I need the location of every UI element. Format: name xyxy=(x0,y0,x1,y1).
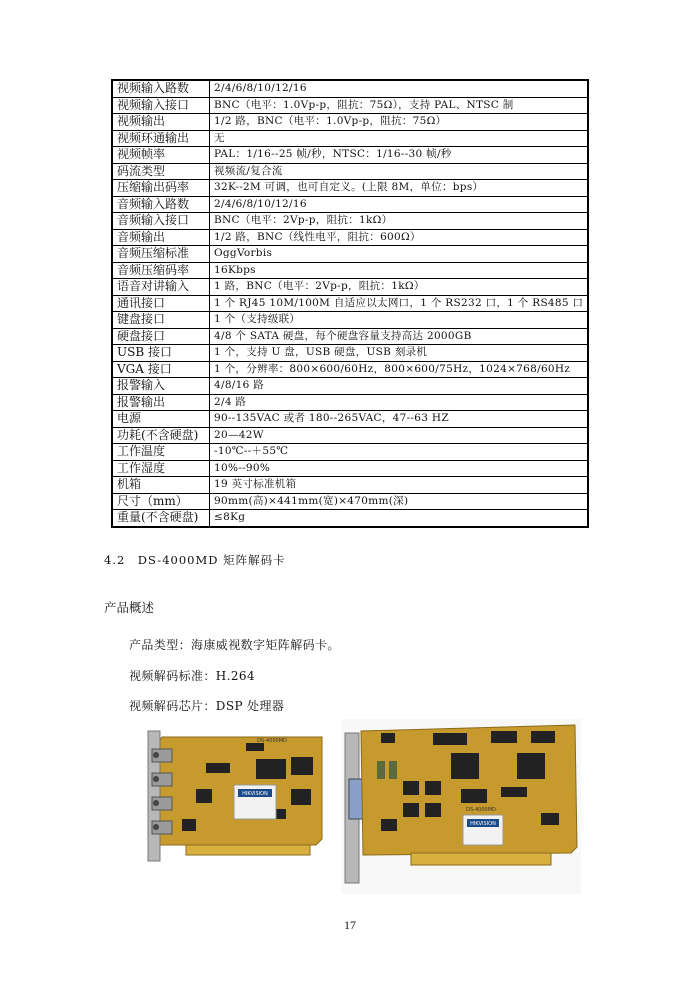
right-board-label: DS-4000MD xyxy=(466,807,496,813)
spec-label: 键盘接口 xyxy=(112,312,210,329)
spec-value: PAL：1/16--25 帧/秒，NTSC：1/16--30 帧/秒 xyxy=(210,147,589,164)
spec-row xyxy=(112,114,588,131)
spec-value: 2/4/6/8/10/12/16 xyxy=(210,196,589,213)
spec-value: -10℃--＋55℃ xyxy=(210,444,589,461)
spec-label: 视频环通输出 xyxy=(112,130,210,147)
spec-label: 音频输入路数 xyxy=(112,196,210,213)
spec-value: 视频流/复合流 xyxy=(210,163,589,180)
spec-value: 19 英寸标准机箱 xyxy=(210,477,589,494)
spec-row xyxy=(112,444,588,461)
spec-row xyxy=(112,180,588,197)
spec-row xyxy=(112,295,588,312)
spec-value: 4/8 个 SATA 硬盘，每个硬盘容量支持高达 2000GB xyxy=(210,328,589,345)
spec-value: 10%--90% xyxy=(210,460,589,477)
spec-value: 1/2 路，BNC（线性电平，阻抗：600Ω） xyxy=(210,229,589,246)
spec-label: 机箱 xyxy=(112,477,210,494)
spec-row xyxy=(112,477,588,494)
decoder-card-photo-left xyxy=(146,729,328,867)
spec-row xyxy=(112,378,588,395)
spec-row xyxy=(112,246,588,263)
spec-label: 工作湿度 xyxy=(112,460,210,477)
spec-label: 功耗(不含硬盘) xyxy=(112,427,210,444)
spec-table xyxy=(111,79,589,528)
spec-value: 20—42W xyxy=(210,427,589,444)
spec-row xyxy=(112,345,588,362)
spec-label: 视频输出 xyxy=(112,114,210,131)
spec-value: 16Kbps xyxy=(210,262,589,279)
spec-label: 语音对讲输入 xyxy=(112,279,210,296)
section-heading: 4.2 DS-4000MD 矩阵解码卡 xyxy=(104,553,286,567)
decode-standard-line: 视频解码标准：H.264 xyxy=(129,669,255,683)
spec-row xyxy=(112,147,588,164)
spec-value: BNC（电平：1.0Vp-p，阻抗：75Ω），支持 PAL、NTSC 制 xyxy=(210,97,589,114)
spec-value: 1/2 路，BNC（电平：1.0Vp-p，阻抗：75Ω） xyxy=(210,114,589,131)
spec-row xyxy=(112,163,588,180)
spec-label: 硬盘接口 xyxy=(112,328,210,345)
spec-row xyxy=(112,328,588,345)
spec-row xyxy=(112,361,588,378)
spec-label: 报警输入 xyxy=(112,378,210,395)
spec-value: OggVorbis xyxy=(210,246,589,263)
spec-label: 音频输出 xyxy=(112,229,210,246)
spec-row xyxy=(112,460,588,477)
spec-row xyxy=(112,411,588,428)
spec-value: 32K--2M 可调，也可自定义。(上限 8M，单位：bps） xyxy=(210,180,589,197)
spec-label: 音频输入接口 xyxy=(112,213,210,230)
spec-value: 4/8/16 路 xyxy=(210,378,589,395)
spec-label: USB 接口 xyxy=(112,345,210,362)
decoder-card-photo-right xyxy=(341,719,581,894)
spec-label: 视频输入接口 xyxy=(112,97,210,114)
spec-value: 90mm(高)×441mm(宽)×470mm(深) xyxy=(210,493,589,510)
spec-label: 通讯接口 xyxy=(112,295,210,312)
spec-value: 1 路，BNC（电平：2Vp-p，阻抗：1kΩ） xyxy=(210,279,589,296)
spec-label: 音频压缩码率 xyxy=(112,262,210,279)
spec-value: 无 xyxy=(210,130,589,147)
spec-row xyxy=(112,213,588,230)
spec-row xyxy=(112,394,588,411)
spec-label: VGA 接口 xyxy=(112,361,210,378)
spec-value: 2/4/6/8/10/12/16 xyxy=(210,80,589,97)
spec-label: 码流类型 xyxy=(112,163,210,180)
spec-label: 视频帧率 xyxy=(112,147,210,164)
spec-label: 音频压缩标准 xyxy=(112,246,210,263)
spec-label: 重量(不含硬盘) xyxy=(112,510,210,527)
spec-value: 1 个 RJ45 10M/100M 自适应以太网口，1 个 RS232 口，1 个 RS485 口 xyxy=(210,295,589,312)
spec-row xyxy=(112,130,588,147)
spec-row xyxy=(112,196,588,213)
spec-label: 压缩输出码率 xyxy=(112,180,210,197)
spec-row xyxy=(112,312,588,329)
spec-label: 视频输入路数 xyxy=(112,80,210,97)
spec-row xyxy=(112,229,588,246)
left-chip-label: HIKVISION xyxy=(242,791,268,797)
page-number: 17 xyxy=(344,918,356,932)
spec-row xyxy=(112,510,588,527)
left-board-label: DS-4000MD xyxy=(257,738,287,744)
spec-value: 1 个，分辨率：800×600/60Hz，800×600/75Hz，1024×768/60Hz xyxy=(210,361,589,378)
spec-label: 工作温度 xyxy=(112,444,210,461)
spec-row xyxy=(112,427,588,444)
spec-label: 尺寸（mm） xyxy=(112,493,210,510)
spec-row xyxy=(112,262,588,279)
spec-value: ≤8Kg xyxy=(210,510,589,527)
spec-row xyxy=(112,493,588,510)
spec-label: 电源 xyxy=(112,411,210,428)
spec-row xyxy=(112,80,588,97)
spec-row xyxy=(112,97,588,114)
spec-value: 1 个（支持级联） xyxy=(210,312,589,329)
spec-row xyxy=(112,279,588,296)
decode-chip-line: 视频解码芯片：DSP 处理器 xyxy=(129,699,285,713)
spec-value: 2/4 路 xyxy=(210,394,589,411)
spec-label: 报警输出 xyxy=(112,394,210,411)
overview-title: 产品概述 xyxy=(104,600,155,615)
right-chip-label: HIKVISION xyxy=(470,821,496,827)
spec-value: 90--135VAC 或者 180--265VAC，47--63 HZ xyxy=(210,411,589,428)
product-type-line: 产品类型：海康威视数字矩阵解码卡。 xyxy=(129,638,340,652)
spec-value: BNC（电平：2Vp-p，阻抗：1kΩ） xyxy=(210,213,589,230)
spec-value: 1 个，支持 U 盘，USB 硬盘，USB 刻录机 xyxy=(210,345,589,362)
